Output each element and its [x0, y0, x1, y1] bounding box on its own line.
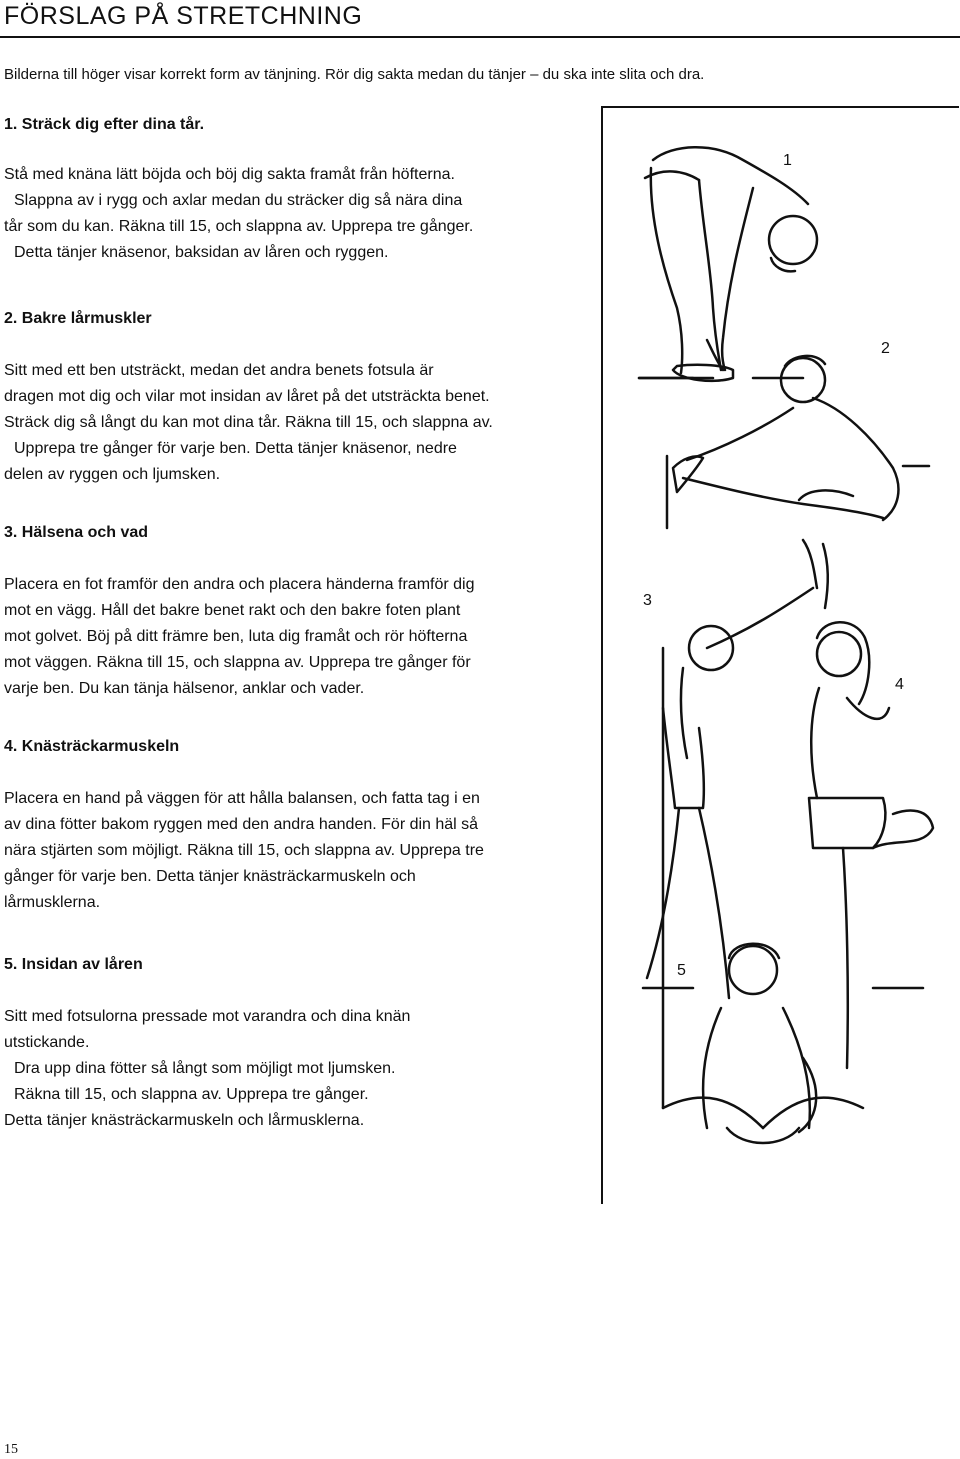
section-body [4, 572, 604, 702]
arm [722, 188, 753, 370]
section-body [4, 1004, 604, 1134]
left-knee [663, 1098, 763, 1128]
section-line: Stå med knäna lätt böjda och böj dig sakta framåt från höfterna. [4, 166, 455, 183]
torso [703, 1008, 721, 1128]
section-line: delen av ryggen och ljumsken. [4, 466, 221, 483]
figure-label-3: 3 [643, 592, 652, 609]
section-line: Sträck dig så långt du kan mot dina tår. Räkna till 15, och slappna av. [4, 414, 493, 431]
section-line: nära stjärten som möjligt. Räkna till 15, och slappna av. Upprepa tre [4, 842, 484, 859]
figure-1-toe-touch [639, 147, 817, 381]
section-line: Sitt med fotsulorna pressade mot varandra och dina knän [4, 1008, 411, 1025]
section-line: utstickande. [4, 1034, 90, 1051]
title-underline [0, 36, 960, 38]
raised-hand [803, 540, 817, 588]
section-body [4, 162, 604, 266]
section-line: av dina fötter bakom ryggen med den andra handen. För din häl så [4, 816, 479, 833]
section-5 [4, 956, 604, 1134]
section-heading: 2. Bakre lårmuskler [4, 310, 152, 327]
arm [799, 1058, 816, 1132]
left-leg [651, 168, 682, 373]
section-line: Detta tänjer knästräckarmuskeln och lårmusklerna. [4, 1112, 365, 1129]
hair [817, 622, 869, 704]
figure-label-4: 4 [895, 676, 904, 693]
section-heading: 4. Knästräckarmuskeln [4, 738, 180, 755]
head [729, 946, 777, 994]
standing-leg [843, 848, 848, 1068]
section-2 [4, 310, 604, 488]
front-leg [699, 808, 729, 998]
raised-hand [823, 544, 828, 608]
head [689, 626, 733, 670]
illustration-panel [601, 106, 959, 1204]
figure-3-calf-stretch [647, 540, 828, 1108]
torso [681, 668, 687, 758]
section-line: mot golvet. Böj på ditt främre ben, luta dig framåt och rör höfterna [4, 628, 468, 645]
right-leg [699, 180, 721, 370]
reaching-arm [687, 408, 793, 460]
section-heading: 1. Sträck dig efter dina tår. [4, 116, 205, 133]
section-4 [4, 738, 604, 916]
intro-text: Bilderna till höger visar korrekt form av tänjning. Rör dig sakta medan du tänjer – du ska inte slita och dra. [4, 66, 705, 83]
section-1 [4, 116, 604, 266]
arm [707, 588, 813, 648]
section-line: Sitt med ett ben utsträckt, medan det andra benets fotsula är [4, 362, 434, 379]
section-line: Detta tänjer knäsenor, baksidan av låren och ryggen. [14, 244, 389, 261]
bent-leg [873, 811, 933, 848]
stretch-illustrations [603, 108, 959, 1204]
section-heading: 5. Insidan av låren [4, 956, 143, 973]
section-heading: 3. Hälsena och vad [4, 524, 149, 541]
section-line: lårmusklerna. [4, 894, 101, 911]
figure-2-seated-stretch [639, 356, 929, 528]
shorts [809, 798, 885, 848]
section-line: varje ben. Du kan tänja hälsenor, anklar och vader. [4, 680, 365, 697]
section-line: tår som du kan. Räkna till 15, och slappna av. Upprepa tre gånger. [4, 218, 474, 235]
section-3 [4, 524, 604, 702]
section-line: gånger för varje ben. Detta tänjer knästräckarmuskeln och [4, 868, 416, 885]
page-title: FÖRSLAG PÅ STRETCHNING [4, 2, 363, 30]
bent-knee [799, 490, 853, 500]
section-body [4, 358, 604, 488]
section-line: Upprepa tre gånger för varje ben. Detta tänjer knäsenor, nedre [14, 440, 457, 457]
section-body [4, 786, 604, 916]
section-line: dragen mot dig och vilar mot insidan av låret på det utsträckta benet. [4, 388, 490, 405]
back [813, 398, 898, 520]
section-line: Räkna till 15, och slappna av. Upprepa tre gånger. [14, 1086, 369, 1103]
section-line: mot en vägg. Håll det bakre benet rakt och den bakre foten plant [4, 602, 461, 619]
torso [811, 688, 819, 798]
feet [727, 1128, 799, 1143]
arm [847, 698, 889, 719]
foot [673, 456, 703, 492]
section-line: Placera en hand på väggen för att hålla balansen, och fatta tag i en [4, 790, 480, 807]
figure-label-1: 1 [783, 152, 792, 169]
section-line: Placera en fot framför den andra och placera händerna framför dig [4, 576, 475, 593]
shorts [663, 708, 704, 808]
extended-leg [683, 478, 883, 518]
figure-label-2: 2 [881, 340, 890, 357]
section-line: Dra upp dina fötter så långt som möjligt mot ljumsken. [14, 1060, 396, 1077]
page-number: 15 [4, 1442, 18, 1457]
section-line: Slappna av i rygg och axlar medan du sträcker dig så nära dina [14, 192, 463, 209]
figure-label-5: 5 [677, 962, 686, 979]
head [817, 632, 861, 676]
shorts-edge [645, 171, 699, 180]
section-line: mot väggen. Räkna till 15, och slappna av. Upprepa tre gånger för [4, 654, 471, 671]
figure-4-quad-stretch [809, 622, 933, 1068]
head [769, 216, 817, 264]
